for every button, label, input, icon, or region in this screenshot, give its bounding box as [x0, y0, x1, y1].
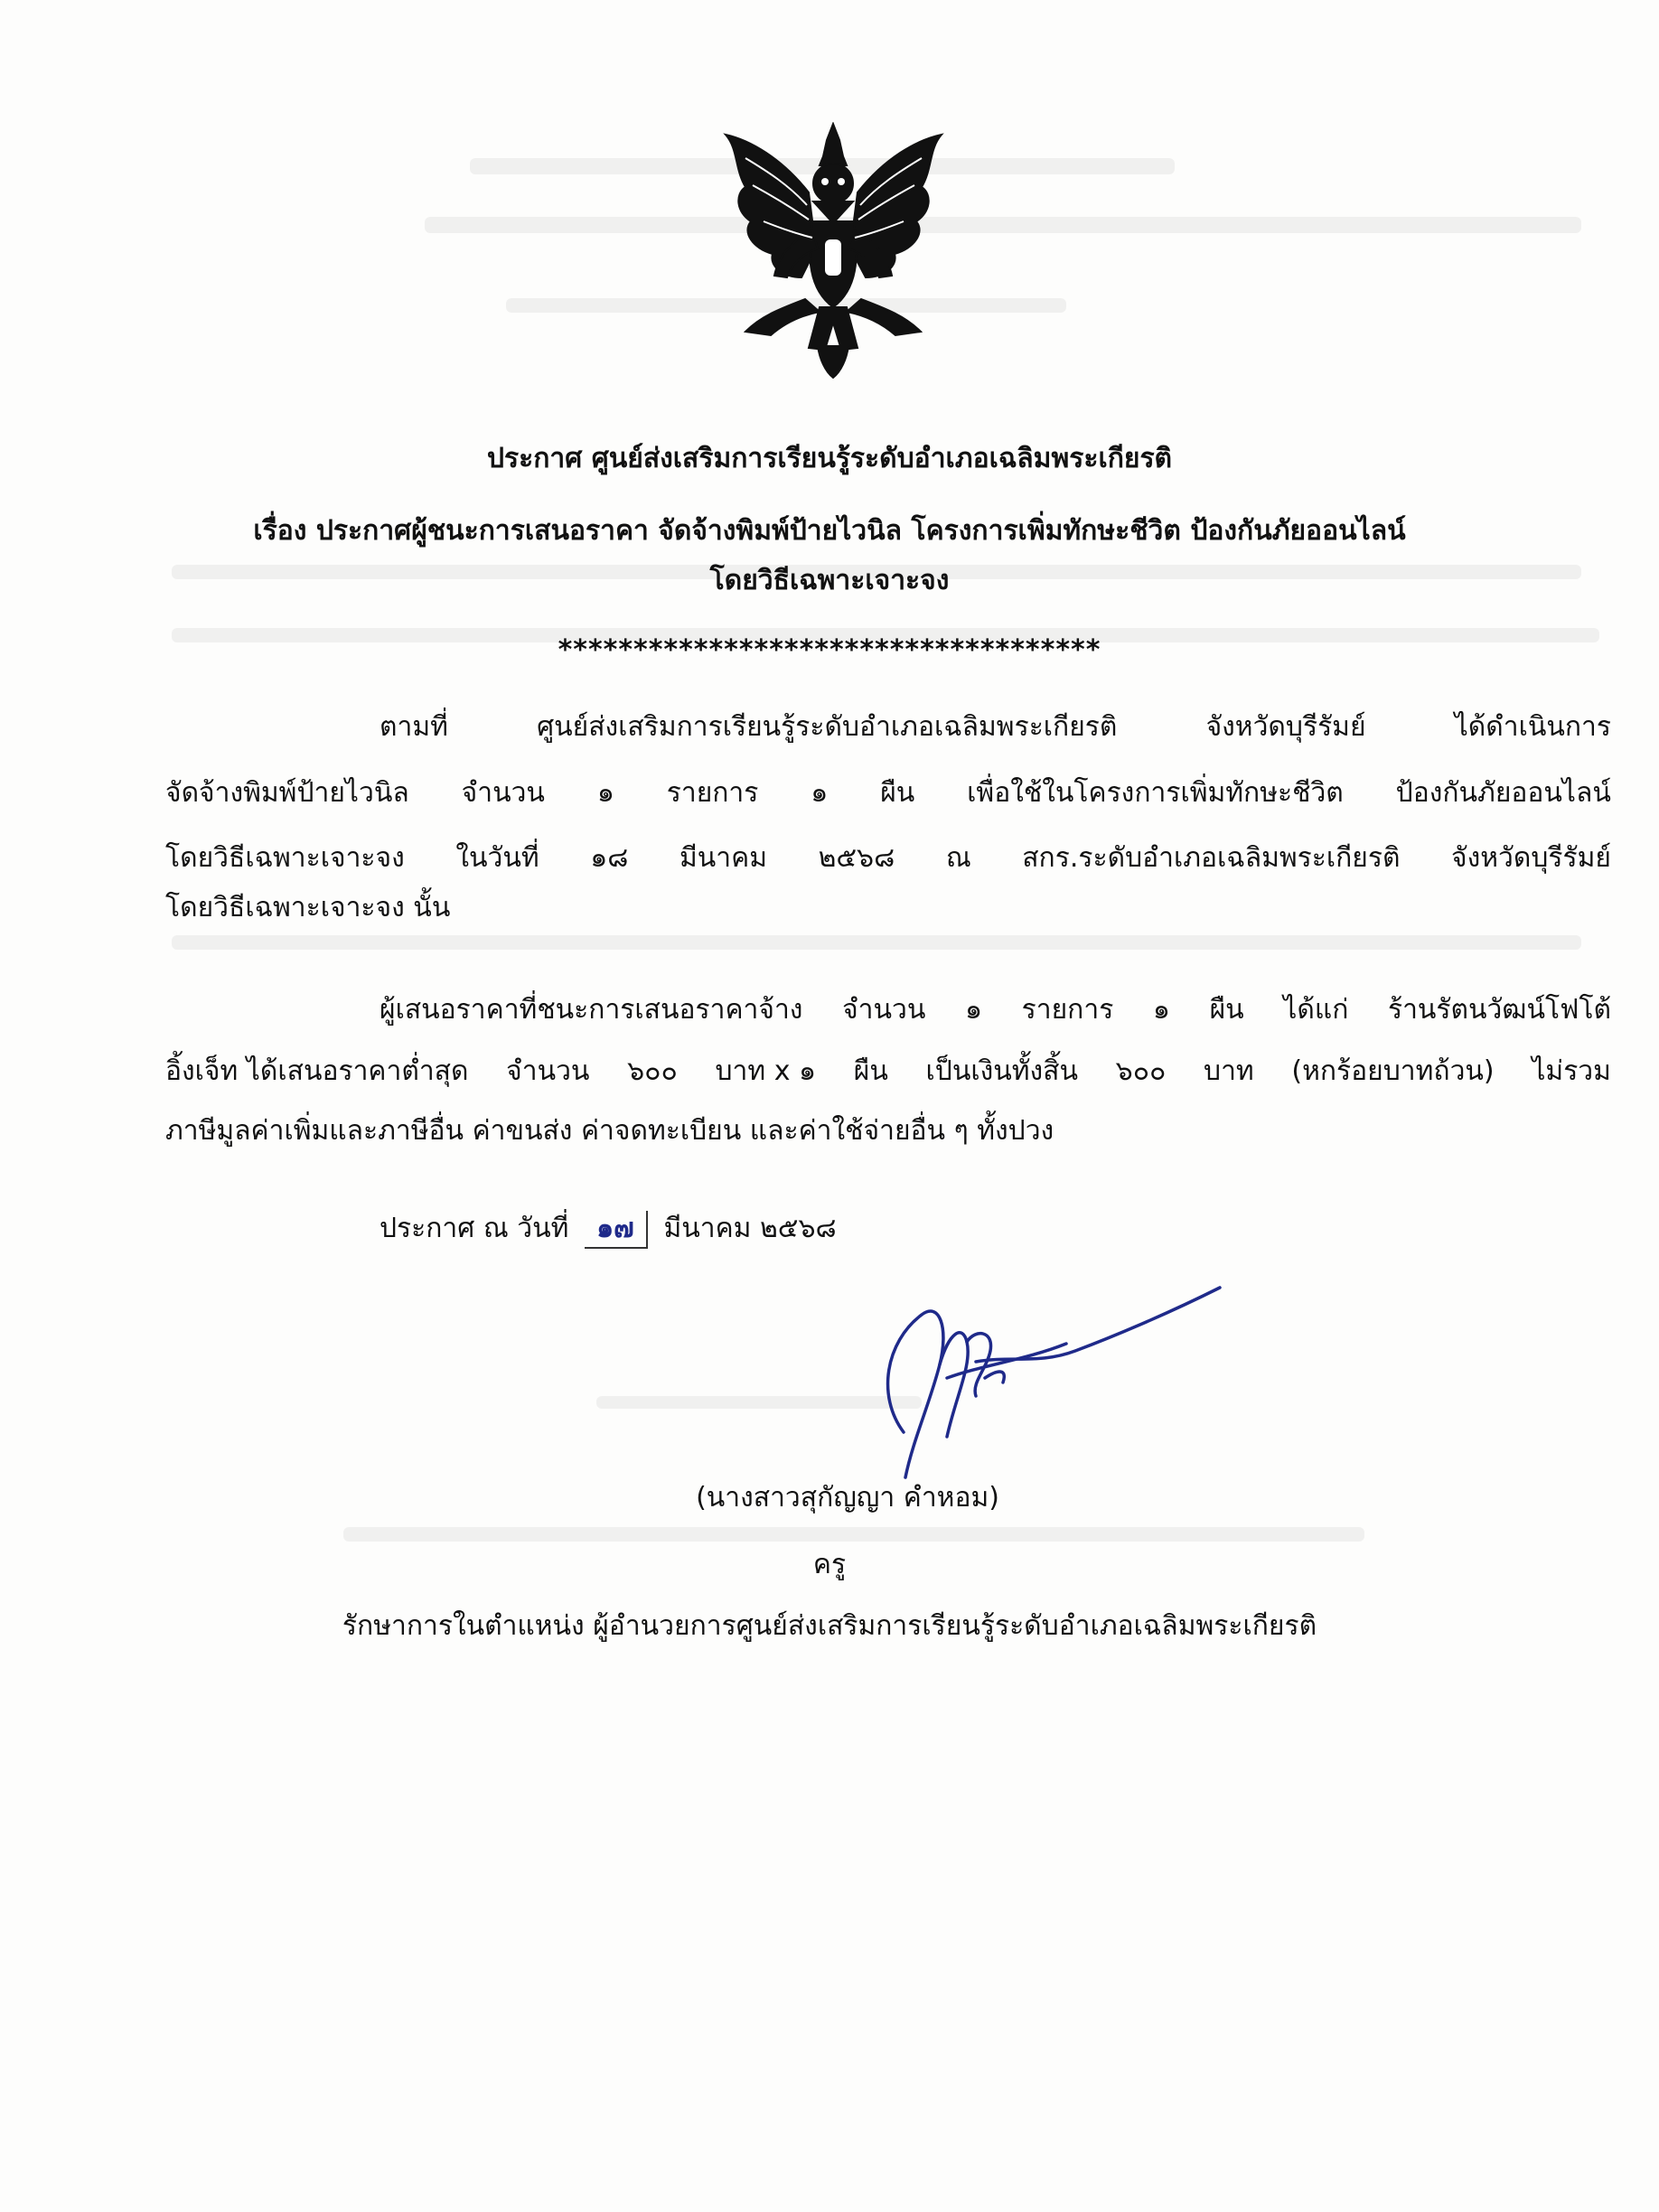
para2-word: ไม่รวม: [1532, 1055, 1611, 1087]
para1-word: ในวันที่: [455, 842, 539, 874]
para1-word: มีนาคม: [680, 842, 767, 874]
para1-line2: [165, 775, 1611, 811]
para2-word: ร้านรัตนวัฒน์โฟโต้: [1387, 994, 1611, 1026]
para1-word: โดยวิธีเฉพาะเจาะจง: [165, 842, 405, 874]
para2-word: ๑: [964, 994, 983, 1026]
bleed-through-mark: [172, 935, 1581, 950]
para1-word: จัดจ้างพิมพ์ป้ายไวนิล: [165, 777, 409, 809]
para1-word: ผืน: [880, 777, 915, 809]
para1-word: ป้องกันภัยออนไลน์: [1395, 777, 1611, 809]
para1-word: ณ: [945, 842, 971, 874]
bleed-through-mark: [343, 1527, 1364, 1542]
para2-word: จำนวน: [506, 1055, 590, 1087]
para1-line1: [380, 709, 1611, 745]
para1-word: ๑: [596, 777, 614, 809]
para1-word: ๒๕๖๘: [818, 842, 895, 874]
para1-word: จังหวัดบุรีรัมย์: [1451, 842, 1611, 874]
para2-word: รายการ: [1021, 994, 1114, 1026]
para1-word: ได้ดำเนินการ: [1454, 711, 1611, 743]
handwritten-signature: [840, 1279, 1229, 1486]
para2-word: (หกร้อยบาทถ้วน): [1291, 1055, 1495, 1087]
announcement-method: โดยวิธีเฉพาะเจาะจง: [709, 565, 950, 596]
para1-word: ศูนย์ส่งเสริมการเรียนรู้ระดับอำเภอเฉลิมพระเกียรติ: [537, 711, 1118, 743]
para2-line2: [165, 1054, 1611, 1090]
para1-word: รายการ: [666, 777, 759, 809]
date-month-year: มีนาคม ๒๕๖๘: [663, 1213, 837, 1244]
para2-line1: [380, 992, 1611, 1028]
para1-word: เพื่อใช้ในโครงการเพิ่มทักษะชีวิต: [967, 777, 1344, 809]
para1-word: ๑๘: [590, 842, 629, 874]
para1-word: ๑: [811, 777, 829, 809]
para2-word: ๖๐๐: [1115, 1055, 1167, 1087]
para2-word: ได้แก่: [1283, 994, 1349, 1026]
para2-word: เป็นเงินทั้งสิ้น: [925, 1055, 1078, 1087]
announcement-subject: เรื่อง ประกาศผู้ชนะการเสนอราคา จัดจ้างพิมพ์ป้ายไวนิล โครงการเพิ่มทักษะชีวิต ป้องกันภัยออนไลน์: [253, 515, 1406, 547]
para2-word: ๑: [1152, 994, 1170, 1026]
para2-word: ผืน: [853, 1055, 888, 1087]
para1-line3: [165, 840, 1611, 876]
para1-word: สกร.ระดับอำเภอเฉลิมพระเกียรติ: [1022, 842, 1401, 874]
bleed-through-mark: [425, 217, 1581, 233]
announcement-date: [380, 1211, 837, 1249]
para1-word: จำนวน: [461, 777, 545, 809]
para2-word: ๖๐๐: [627, 1055, 678, 1087]
signatory-position: ครู: [812, 1549, 847, 1580]
signatory-acting-role: รักษาการในตำแหน่ง ผู้อำนวยการศูนย์ส่งเสริมการเรียนรู้ระดับอำเภอเฉลิมพระเกียรติ: [342, 1610, 1317, 1642]
para2-word: บาท x ๑: [715, 1055, 817, 1087]
para2-word: จำนวน: [842, 994, 926, 1026]
para1-word: ตามที่: [380, 711, 448, 743]
para2-word: บาท: [1204, 1055, 1254, 1087]
para2-word: ผู้เสนอราคาที่ชนะการเสนอราคาจ้าง: [380, 994, 803, 1026]
signatory-name: (นางสาวสุกัญญา คำหอม): [696, 1482, 999, 1514]
separator-stars: ************************************: [558, 634, 1101, 666]
garuda-emblem-icon: [718, 122, 949, 380]
announcement-title: ประกาศ ศูนย์ส่งเสริมการเรียนรู้ระดับอำเภอเฉลิมพระเกียรติ: [486, 443, 1173, 474]
para1-word: จังหวัดบุรีรัมย์: [1205, 711, 1366, 743]
date-prefix: ประกาศ ณ วันที่: [380, 1213, 569, 1244]
date-day-handwritten: ๑๗: [585, 1211, 648, 1249]
para2-word: อิ้งเจ็ท ได้เสนอราคาต่ำสุด: [165, 1055, 469, 1087]
para1-line4: โดยวิธีเฉพาะเจาะจง นั้น: [165, 892, 451, 923]
para2-word: ผืน: [1209, 994, 1244, 1026]
para2-line3: ภาษีมูลค่าเพิ่มและภาษีอื่น ค่าขนส่ง ค่าจดทะเบียน และค่าใช้จ่ายอื่น ๆ ทั้งปวง: [165, 1115, 1054, 1147]
